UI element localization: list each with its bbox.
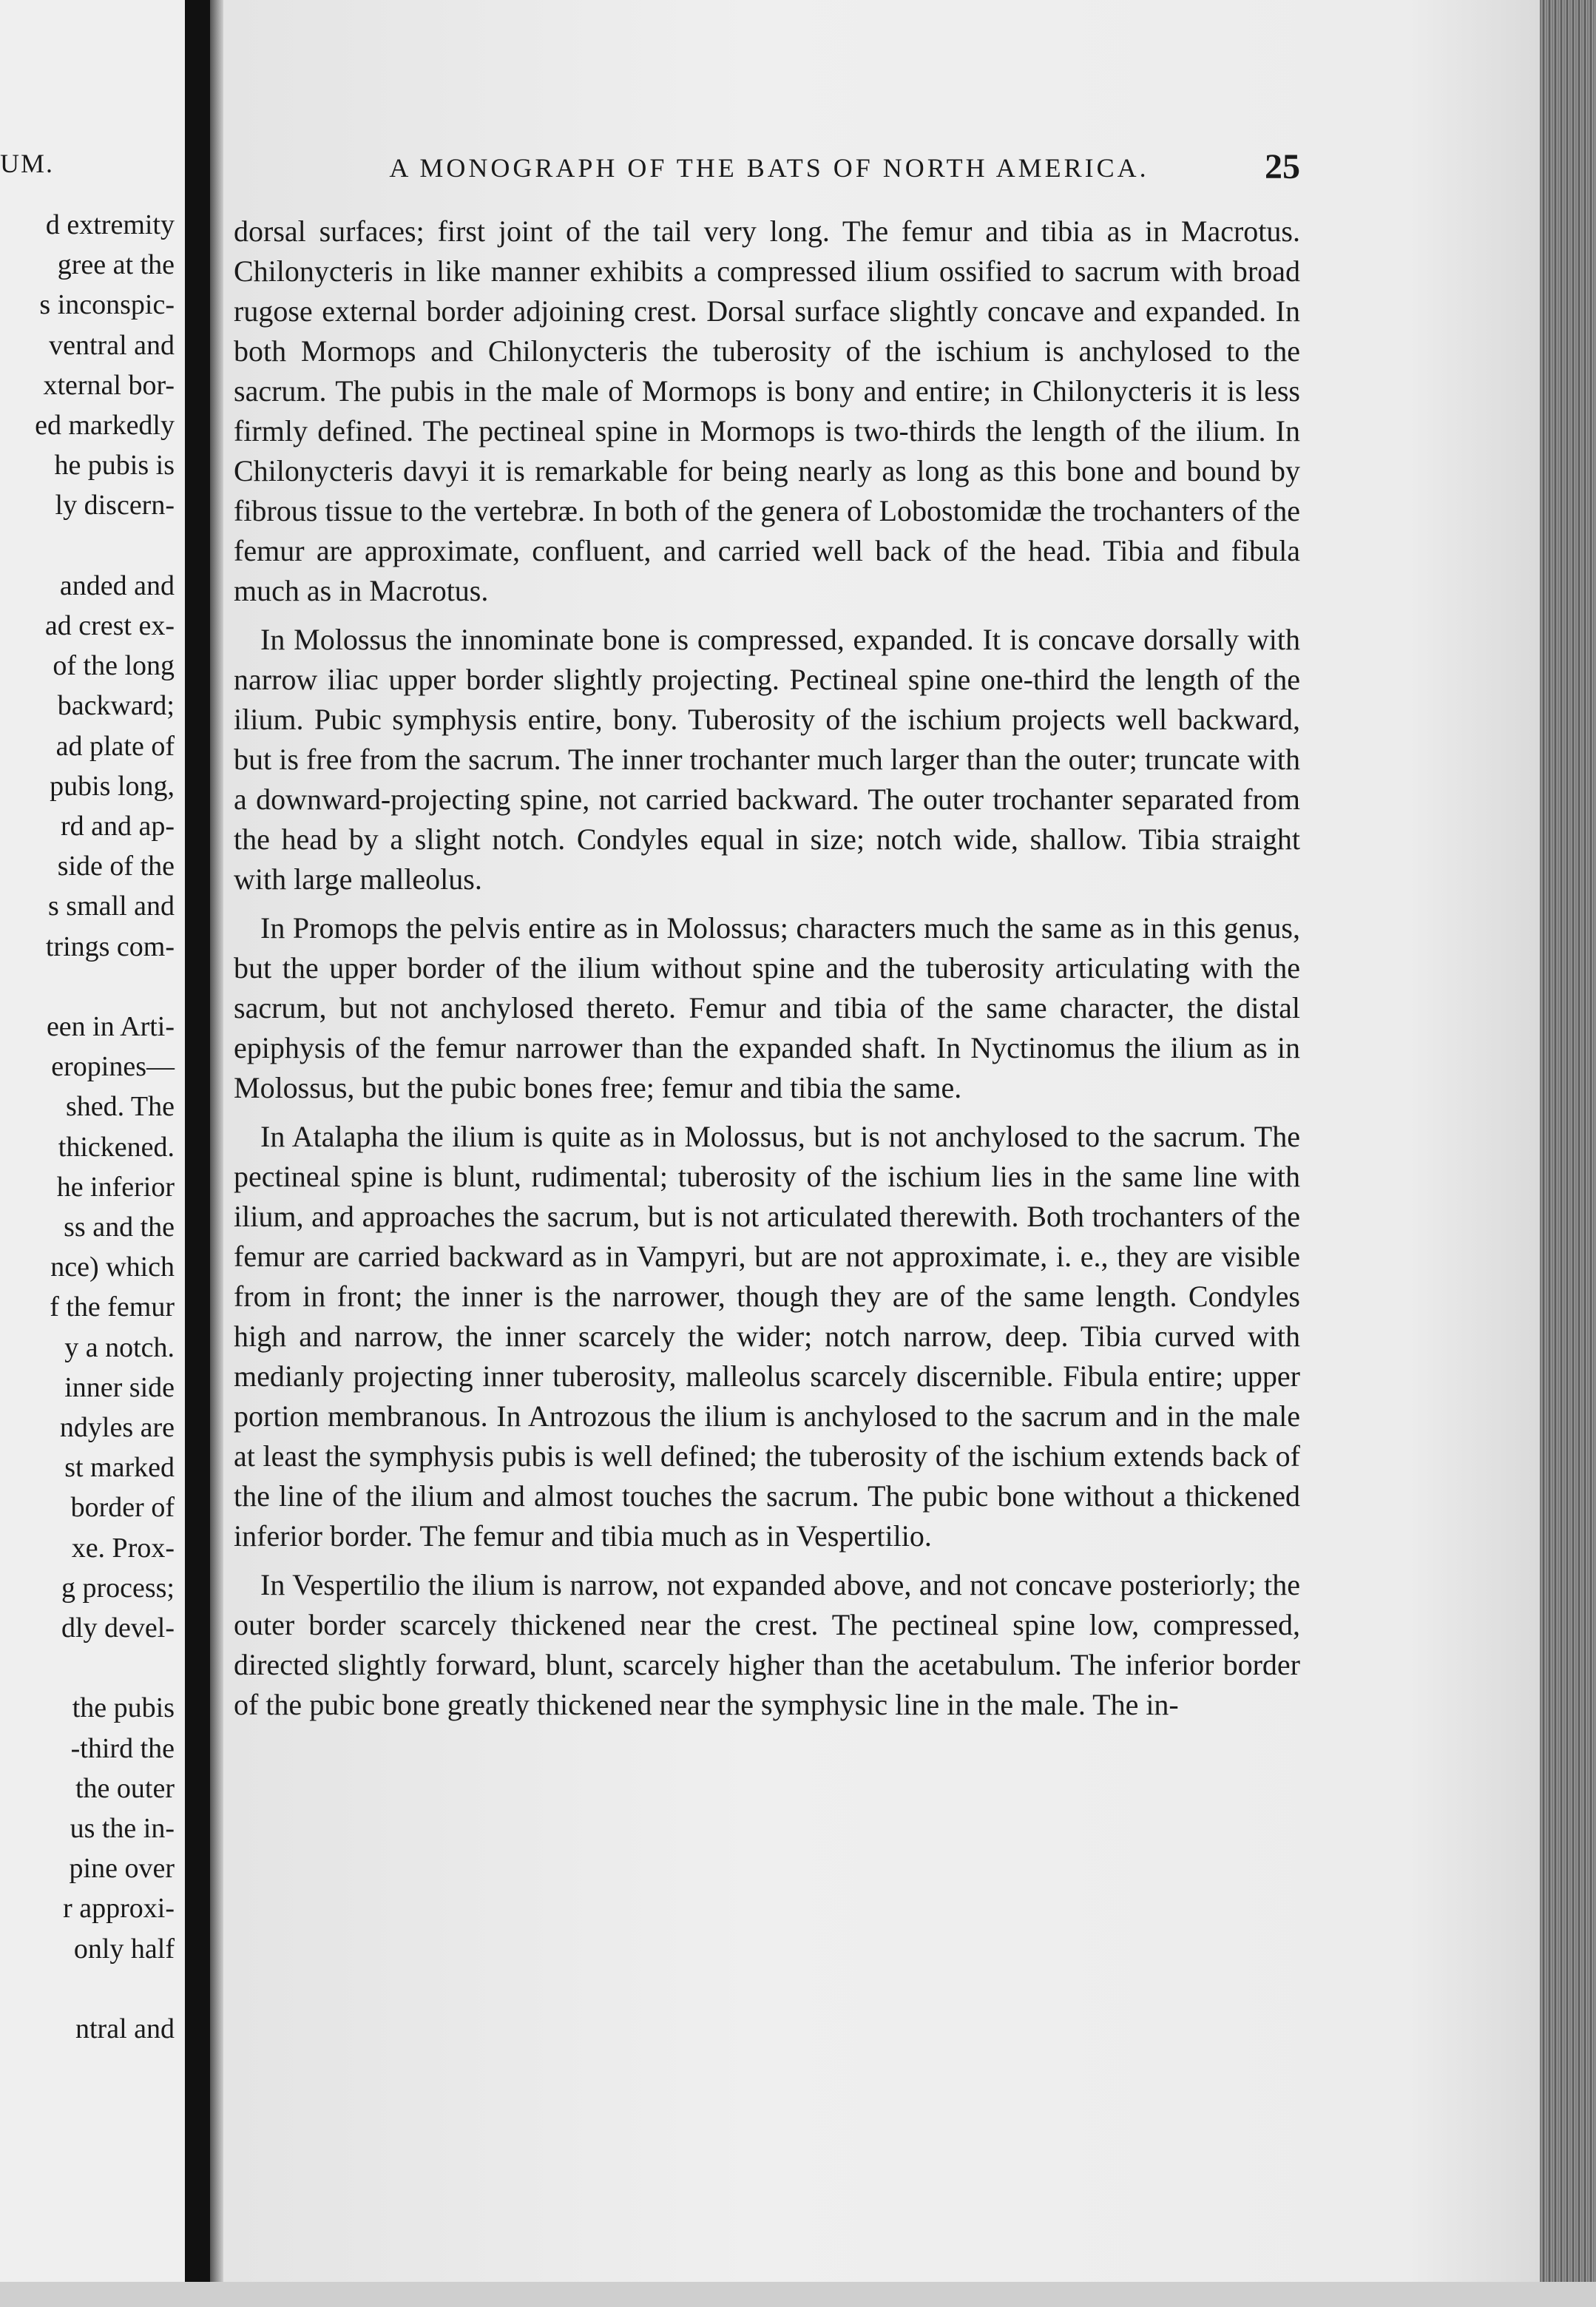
facing-page-line: s small and (48, 891, 175, 922)
facing-page-line: ndyles are (59, 1412, 175, 1443)
facing-page-line: s inconspic- (39, 289, 175, 321)
page-number: 25 (1265, 147, 1300, 186)
facing-page-line: inner side (64, 1371, 175, 1403)
facing-page-line: thickened. (58, 1131, 175, 1163)
facing-page-line: ad plate of (55, 730, 175, 762)
facing-page-line: dly devel- (61, 1612, 175, 1644)
facing-page-line: ventral and (49, 329, 175, 361)
facing-page-line: eropines— (51, 1051, 175, 1083)
page-edges (1540, 0, 1596, 2307)
facing-page-line: gree at the (57, 249, 175, 281)
running-header: A MONOGRAPH OF THE BATS OF NORTH AMERICA. (389, 153, 1149, 183)
facing-page-line: backward; (57, 690, 175, 722)
facing-page-line: pubis long, (50, 770, 175, 802)
body-text (234, 212, 1300, 1725)
gutter-shadow (210, 0, 223, 2307)
facing-page-line: only half (73, 1933, 175, 1965)
facing-page-line: ed markedly (35, 410, 175, 441)
paragraph: In Promops the pelvis entire as in Molossus; characters much the same as in this genus, but the upper border of the ilium without spine and the tuberosity articulating with the sacrum, but not anchylosed thereto. Femur and tibia of the same character, the distal epiphysis of the femur narrower than the expanded shaft. In Nyctinomus the ilium as in Molossus, but the pubic bones free; femur and tibia the same. (234, 911, 1300, 1104)
facing-page-line: border of (70, 1492, 175, 1524)
facing-page-line: st marked (64, 1452, 175, 1484)
facing-page-line: anded and (59, 570, 175, 601)
facing-page-line: he inferior (56, 1171, 175, 1203)
facing-page-line: the pubis (72, 1692, 175, 1724)
facing-page-line: r approxi- (63, 1893, 175, 1925)
facing-page-line: trings com- (45, 930, 175, 962)
paragraph: In Molossus the innominate bone is compressed, expanded. It is concave dorsally with narrow iliac upper border slightly projecting. Pectineal spine one-third the length of the ilium. Pubic symphysis entire, bony. Tuberosity of the ischium projects well backward, but is free from the sacrum. The inner trochanter much larger than the outer; truncate with a downward-projecting spine, not carried backward. The outer trochanter separated from the head by a slight notch. Condyles equal in size; notch wide, shallow. Tibia straight with large malleolus. (234, 623, 1300, 896)
facing-page-line: g process; (61, 1572, 175, 1604)
facing-page-line: us the in- (70, 1813, 175, 1844)
scan-bottom-edge (0, 2282, 1596, 2307)
paragraph: In Atalapha the ilium is quite as in Molossus, but is not anchylosed to the sacrum. The pectineal spine is blunt, rudimental; tuberosity of the ischium lies in the same line with ilium, and approaches the sacrum, but is not articulated therewith. Both trochanters of the femur are carried backward as in Vampyri, but are not approximate, i. e., they are visible from in front; the inner is the narrower, though they are of the same length. Condyles high and narrow, the inner scarcely the wider; notch narrow, deep. Tibia curved with medianly projecting inner tuberosity, malleolus scarcely discernible. Fibula entire; upper portion membranous. In Antrozous the ilium is anchylosed to the sacrum and in the male at least the symphysis pubis is well defined; the tuberosity of the ischium extends back of the line of the ilium and almost touches the sacrum. The pubic bone without a thickened inferior border. The femur and tibia much as in Vespertilio. (234, 1120, 1300, 1553)
facing-page-line: ntral and (75, 2013, 175, 2044)
facing-page-line: pine over (69, 1853, 175, 1885)
facing-page-line: nce) which (50, 1252, 175, 1283)
facing-page-line: ss and the (64, 1212, 175, 1243)
facing-page-line: side of the (57, 851, 175, 882)
facing-page-line: rd and ap- (60, 811, 175, 842)
facing-page-line: of the long (53, 650, 175, 682)
book-gutter (185, 0, 210, 2307)
facing-page-line: xternal bor- (43, 369, 175, 401)
facing-page-line: f the femur (50, 1291, 175, 1323)
paragraph: In Vespertilio the ilium is narrow, not expanded above, and not concave posteriorly; the outer border scarcely thickened near the crest. The pectineal spine low, compressed, directed slightly forward, blunt, scarcely higher than the acetabulum. The inferior border of the pubic bone greatly thickened near the symphysic line in the male. The in- (234, 1568, 1300, 1721)
facing-page-line: xe. Prox- (71, 1532, 175, 1564)
facing-page-line: he pubis is (54, 450, 175, 482)
facing-page-line: ad crest ex- (44, 610, 175, 641)
facing-page-header: UM. (0, 149, 55, 178)
facing-page-line: shed. The (65, 1091, 175, 1123)
facing-page-line: een in Arti- (46, 1011, 175, 1042)
facing-page-line: -third the (70, 1732, 175, 1764)
facing-page-line: d extremity (45, 209, 175, 240)
facing-page-line: y a notch. (64, 1331, 175, 1363)
facing-page-line: the outer (75, 1772, 175, 1804)
facing-page-left (0, 0, 185, 2307)
facing-page-line: ly discern- (55, 490, 175, 521)
paragraph: dorsal surfaces; first joint of the tail very long. The femur and tibia as in Macrotus. Chilonycteris in like manner exhibits a compressed ilium ossified to sacrum with broad rugose external border adjoining crest. Dorsal surface slightly concave and expanded. In both Mormops and Chilonycteris the tuberosity of the ischium is anchylosed to the sacrum. The pubis in the male of Mormops is bony and entire; in Chilonycteris it is less firmly defined. The pectineal spine in Mormops is two-thirds the length of the ilium. In Chilonycteris davyi it is remarkable for being nearly as long as this bone and bound by fibrous tissue to the vertebræ. In both of the genera of Lobostomidæ the trochanters of the femur are approximate, confluent, and carried well back of the head. Tibia and fibula much as in Macrotus. (234, 215, 1300, 607)
